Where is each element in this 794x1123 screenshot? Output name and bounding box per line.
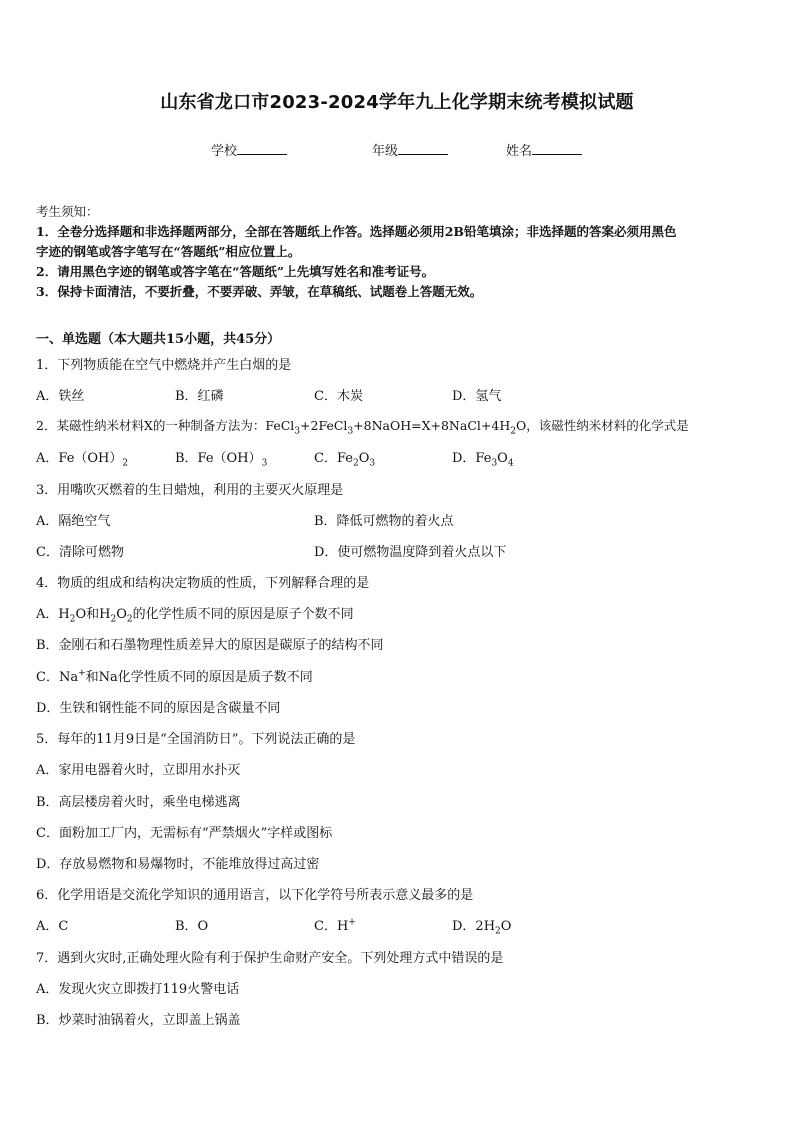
q6-option-b: B．O: [175, 919, 209, 934]
page-title: 山东省龙口市2023-2024学年九上化学期末统考模拟试题: [160, 92, 634, 113]
q4-option-b: B．金刚石和石墨物理性质差异大的原因是碳原子的结构不同: [36, 638, 384, 653]
q7-option-a: A．发现火灾立即拨打119火警电话: [36, 982, 240, 997]
q1-option-b: B．红磷: [175, 389, 224, 404]
school-field: 学校: [211, 140, 287, 159]
question-6-stem: 6．化学用语是交流化学知识的通用语言，以下化学符号所表示意义最多的是: [36, 888, 474, 903]
notice-item-1: 1．全卷分选择题和非选择题两部分，全部在答题纸上作答。选择题必须用2B铅笔填涂；非选择题的答案必须用黑色: [36, 224, 677, 239]
question-5-stem: 5．每年的11月9日是“全国消防日”。下列说法正确的是: [36, 732, 356, 747]
q6-option-a: A．C: [36, 919, 69, 934]
q2-option-a: A．$Fe(OH)_2$: [36, 451, 129, 469]
q5-option-d: D．存放易燃物和易爆物时，不能堆放得过高过密: [36, 857, 320, 872]
q5-option-b: B．高层楼房着火时，乘坐电梯逃离: [36, 795, 241, 810]
q3-option-b: B．降低可燃物的着火点: [314, 514, 454, 529]
q7-option-b: B．炒菜时油锅着火，立即盖上锅盖: [36, 1013, 241, 1028]
q6-option-d: D．$2H_2O$: [452, 919, 512, 937]
q3-option-a: A．隔绝空气: [36, 514, 111, 529]
q5-option-a: A．家用电器着火时，立即用水扑灭: [36, 763, 241, 778]
notice-item-3: 3．保持卡面清洁，不要折叠，不要弄破、弄皱，在草稿纸、试题卷上答题无效。: [36, 284, 483, 299]
q1-option-a: A．铁丝: [36, 389, 85, 404]
grade-field: 年级: [372, 140, 448, 159]
section-heading: 一、单选题（本大题共15小题，共45分）: [36, 332, 281, 347]
q1-option-c: C．木炭: [314, 389, 363, 404]
question-1-stem: 1．下列物质能在空气中燃烧并产生白烟的是: [36, 358, 292, 373]
name-field: 姓名: [506, 140, 582, 159]
q4-option-d: D．生铁和钢性能不同的原因是含碳量不同: [36, 701, 281, 716]
notice-heading: 考生须知：: [36, 204, 99, 219]
question-3-stem: 3．用嘴吹灭燃着的生日蜡烛，利用的主要灭火原理是: [36, 483, 344, 498]
exam-notice: [36, 202, 758, 302]
q4-option-a: A．$H_2O$和$H_2O_2$的化学性质不同的原因是原子个数不同: [36, 607, 354, 625]
notice-item-1-cont: 字迹的钢笔或答字笔写在“答题纸”相应位置上。: [36, 244, 301, 259]
q3-option-c: C．清除可燃物: [36, 545, 124, 560]
q1-option-d: D．氢气: [452, 389, 502, 404]
q3-option-d: D．使可燃物温度降到着火点以下: [314, 545, 507, 560]
name-blank: [532, 142, 582, 155]
question-2-stem: 2．某磁性纳米材料X的一种制备方法为：$FeCl_3+2FeCl_3+8NaOH=X+8NaCl+4H_2O$，该磁性纳米材料的化学式是: [36, 418, 689, 437]
school-blank: [237, 142, 287, 155]
q4-option-c: C．Na+和Na化学性质不同的原因是质子数不同: [36, 668, 313, 685]
question-4-stem: 4．物质的组成和结构决定物质的性质，下列解释合理的是: [36, 576, 370, 591]
q2-option-d: D．$Fe_3O_4$: [452, 451, 514, 469]
grade-blank: [398, 142, 448, 155]
question-7-stem: 7．遇到火灾时,正确处理火险有利于保护生命财产安全。下列处理方式中错误的是: [36, 951, 504, 966]
q5-option-c: C．面粉加工厂内，无需标有“严禁烟火”字样或图标: [36, 826, 333, 841]
q2-option-c: C．$Fe_2O_3$: [314, 451, 376, 469]
q2-option-b: B．$Fe(OH)_3$: [175, 451, 268, 469]
notice-item-2: 2．请用黑色字迹的钢笔或答字笔在“答题纸”上先填写姓名和准考证号。: [36, 264, 435, 279]
q6-option-c: C．H+: [314, 917, 356, 934]
